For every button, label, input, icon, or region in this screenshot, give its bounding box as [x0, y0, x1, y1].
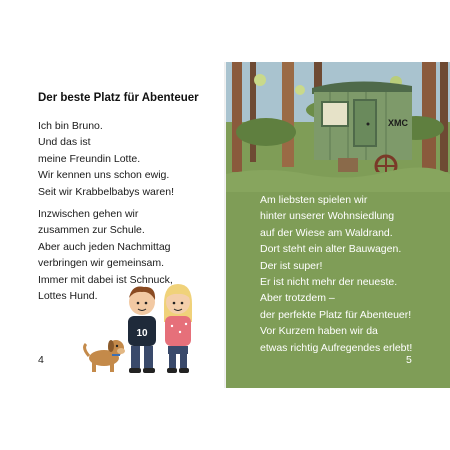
text-line: verbringen wir gemeinsam. [38, 257, 165, 270]
text-line: Inzwischen gehen wir [38, 208, 139, 220]
shirt-number: 10 [136, 328, 148, 339]
text-line: Immer mit dabei ist Schnuck, [38, 273, 173, 286]
text-line: der perfekte Platz für Abenteuer! [260, 308, 412, 321]
text-line: Am liebsten spielen wir [260, 194, 368, 206]
text-line: hinter unserer Wohnsiedlung [260, 210, 395, 223]
text-line: Der ist super! [260, 259, 323, 272]
text-line: Wir kennen uns schon ewig. [38, 169, 170, 182]
book-spread [0, 62, 450, 388]
wagon-graffiti: XMC [388, 118, 408, 128]
text-line: Er ist nicht mehr der neueste. [260, 276, 398, 289]
text-line: etwas richtig Aufregendes erlebt! [260, 341, 413, 354]
page-number-right: 5 [406, 354, 412, 366]
left-page [0, 62, 226, 388]
paragraph-1 [38, 118, 174, 200]
page-number-left: 4 [38, 354, 44, 366]
forest-wagon-illustration [226, 62, 450, 192]
chapter-heading: Der beste Platz für Abenteuer [38, 92, 199, 104]
text-line: Ich bin Bruno. [38, 120, 103, 132]
text-line: zusammen zur Schule. [38, 224, 145, 237]
dog-illustration [85, 340, 125, 372]
text-line: Seit wir Krabbelbabys waren! [38, 185, 174, 198]
girl-illustration [164, 284, 192, 373]
text-line: Dort steht ein alter Bauwagen. [260, 243, 402, 256]
text-line: auf der Wiese am Waldrand. [260, 226, 393, 239]
text-line: Aber trotzdem – [260, 292, 335, 305]
text-line: meine Freundin Lotte. [38, 152, 141, 165]
text-line: Lottes Hund. [38, 290, 98, 303]
right-paragraph [260, 192, 412, 356]
kids-and-dog-illustration [80, 276, 210, 380]
text-line: Und das ist [38, 136, 91, 149]
text-line: Vor Kurzem haben wir da [260, 325, 378, 338]
text-line: Aber auch jeden Nachmittag [38, 240, 171, 253]
right-page [226, 62, 450, 388]
boy-illustration [128, 286, 156, 373]
